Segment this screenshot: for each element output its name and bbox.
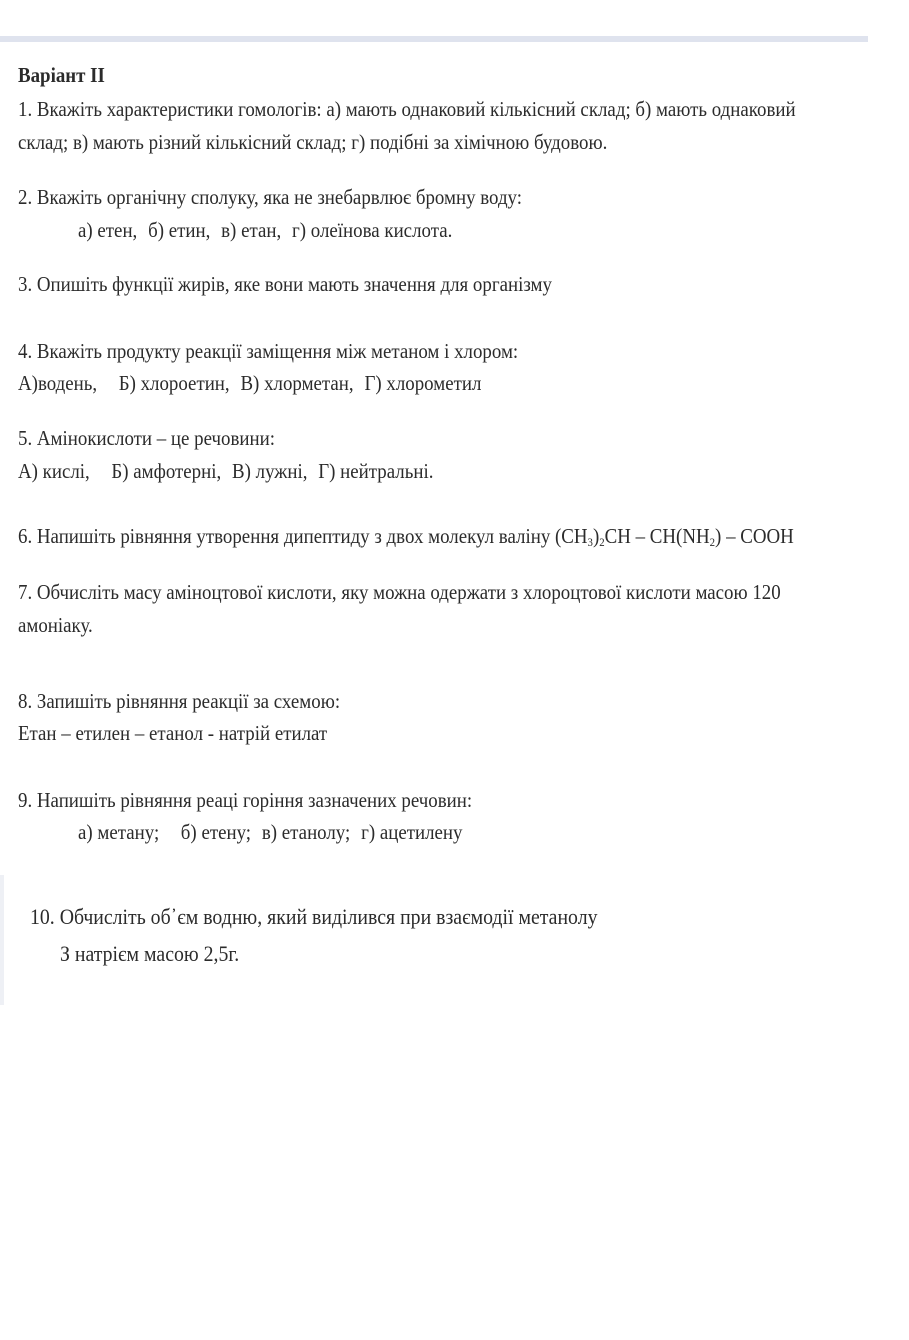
question-5-text: 5. Амінокислоти – це речовини: — [18, 426, 275, 450]
side-bar-marker — [0, 875, 4, 1005]
option-d: Г) хлорометил — [364, 371, 482, 395]
top-divider — [0, 36, 868, 42]
option-c: в) етанолу; — [261, 820, 351, 844]
option-a: А)водень, — [18, 371, 98, 395]
question-8-scheme: Етан – етилен – етанол - натрій етилат — [18, 721, 328, 745]
question-3-text: 3. Опишіть функції жирів, яке вони мають значення для організму — [18, 272, 552, 296]
question-7-line-1: 7. Обчисліть масу аміноцтової кислоти, яку можна одержати з хлороцтової кислоти масою 120 — [18, 580, 781, 604]
option-c: в) етан, — [221, 218, 282, 242]
question-2-options — [78, 217, 452, 243]
option-a: а) метану; — [78, 820, 160, 844]
option-d: г) ацетилену — [361, 820, 463, 844]
option-d: Г) нейтральні. — [318, 459, 434, 483]
question-6-prompt: 6. Напишіть рівняння утворення дипептиду з двох молекул валіну — [18, 524, 551, 548]
valine-formula: $(CH_3)_2CH - CH(NH_2)$ – COOH — [554, 524, 794, 549]
question-10-line-1: 10. Обчисліть об᾽єм водню, який виділився при взаємодії метанолу — [30, 904, 598, 929]
question-6-text — [18, 523, 794, 549]
question-10-line-2: З натрієм масою 2,5г. — [60, 941, 240, 966]
question-1-line-2: склад; в) мають різний кількісний склад; г) подібні за хімічною будовою. — [18, 130, 608, 154]
option-c: В) лужні, — [232, 459, 308, 483]
option-b: Б) амфотерні, — [111, 459, 222, 483]
variant-title: Варіант ІІ — [18, 63, 105, 87]
question-7-line-2: амоніаку. — [18, 613, 93, 637]
question-1-line-1: 1. Вкажіть характеристики гомологів: а) мають однаковий кількісний склад; б) мають однаковий — [18, 97, 796, 121]
question-2-text: 2. Вкажіть органічну сполуку, яка не знебарвлює бромну воду: — [18, 185, 523, 209]
question-9-text: 9. Напишіть рівняння реаці горіння зазначених речовин: — [18, 788, 473, 812]
question-5-options — [18, 458, 433, 484]
option-a: А) кислі, — [18, 459, 90, 483]
option-b: Б) хлороетин, — [118, 371, 230, 395]
option-b: б) етену; — [180, 820, 252, 844]
option-b: б) етин, — [148, 218, 211, 242]
option-d: г) олеїнова кислота. — [291, 218, 453, 242]
option-a: а) етен, — [78, 218, 138, 242]
question-4-text: 4. Вкажіть продукту реакції заміщення між метаном і хлором: — [18, 339, 519, 363]
question-9-options — [78, 819, 462, 845]
question-8-text: 8. Запишіть рівняння реакції за схемою: — [18, 689, 341, 713]
option-c: В) хлорметан, — [240, 371, 354, 395]
question-4-options — [18, 370, 481, 396]
